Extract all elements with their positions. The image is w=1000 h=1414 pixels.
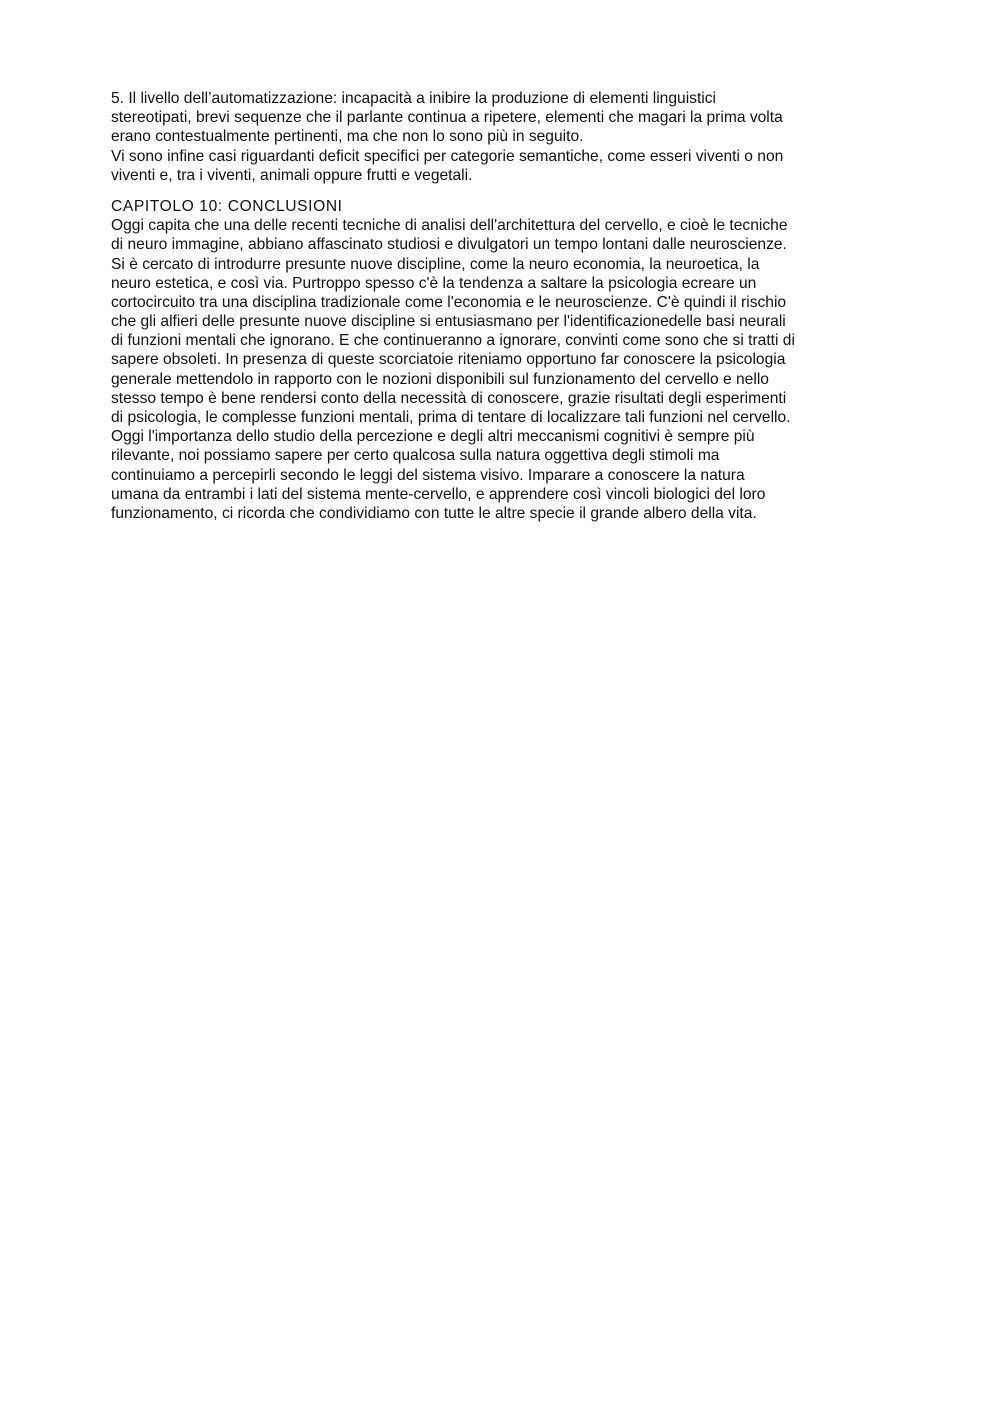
paragraph-line: di funzioni mentali che ignorano. E che continueranno a ignorare, convinti come sono che si tratti di <box>111 332 795 350</box>
paragraph-line: neuro estetica, e così via. Purtroppo spesso c'è la tendenza a saltare la psicologia ecreare un <box>111 274 757 292</box>
section-spacer <box>111 185 891 197</box>
paragraph-line: viventi e, tra i viventi, animali oppure frutti e vegetali. <box>111 166 473 184</box>
paragraph-line: di neuro immagine, abbiano affascinato studiosi e divulgatori un tempo lontani dalle neuroscienze. <box>111 236 787 254</box>
document-page <box>111 89 891 523</box>
chapter-body-text <box>111 216 891 523</box>
previous-section-text <box>111 89 891 185</box>
paragraph-line: umana da entrambi i lati del sistema mente-cervello, e apprendere così vincoli biologici del loro <box>111 485 766 503</box>
paragraph-line: continuiamo a percepirli secondo le leggi del sistema visivo. Imparare a conoscere la natura <box>111 466 745 484</box>
paragraph-line: stereotipati, brevi sequenze che il parlante continua a ripetere, elementi che magari la prima volta <box>111 109 783 127</box>
paragraph-line: Oggi l'importanza dello studio della percezione e degli altri meccanismi cognitivi è sempre più <box>111 428 755 446</box>
paragraph-line: 5. Il livello dell’automatizzazione: incapacità a inibire la produzione di elementi linguistici <box>111 90 717 107</box>
paragraph-line: stesso tempo è bene rendersi conto della necessità di conoscere, grazie risultati degli esperimenti <box>111 389 787 407</box>
paragraph-line: sapere obsoleti. In presenza di queste scorciatoie riteniamo opportuno far conoscere la psicologia <box>111 351 786 369</box>
paragraph-line: rilevante, noi possiamo sapere per certo qualcosa sulla natura oggettiva degli stimoli ma <box>111 447 720 465</box>
paragraph-line: cortocircuito tra una disciplina tradizionale come l'economia e le neuroscienze. C'è quindi il rischio <box>111 293 787 311</box>
paragraph-line: Vi sono infine casi riguardanti deficit specifici per categorie semantiche, come esseri viventi o non <box>111 147 784 165</box>
paragraph-line: di psicologia, le complesse funzioni mentali, prima di tentare di localizzare tali funzioni nel cervello. <box>111 409 791 426</box>
paragraph-line: che gli alfieri delle presunte nuove discipline si entusiasmano per l'identificazionedelle basi neurali <box>111 313 786 331</box>
chapter-heading: CAPITOLO 10: CONCLUSIONI <box>111 197 343 215</box>
paragraph-line: generale mettendolo in rapporto con le nozioni disponibili sul funzionamento del cervello e nello <box>111 370 769 388</box>
paragraph-line: funzionamento, ci ricorda che condividiamo con tutte le altre specie il grande albero della vita. <box>111 504 757 522</box>
paragraph-line: erano contestualmente pertinenti, ma che non lo sono più in seguito. <box>111 128 584 146</box>
paragraph-line: Oggi capita che una delle recenti tecniche di analisi dell'architettura del cervello, e cioè le tecniche <box>111 217 788 235</box>
paragraph-line: Si è cercato di introdurre presunte nuove discipline, come la neuro economia, la neuroetica, la <box>111 255 760 273</box>
